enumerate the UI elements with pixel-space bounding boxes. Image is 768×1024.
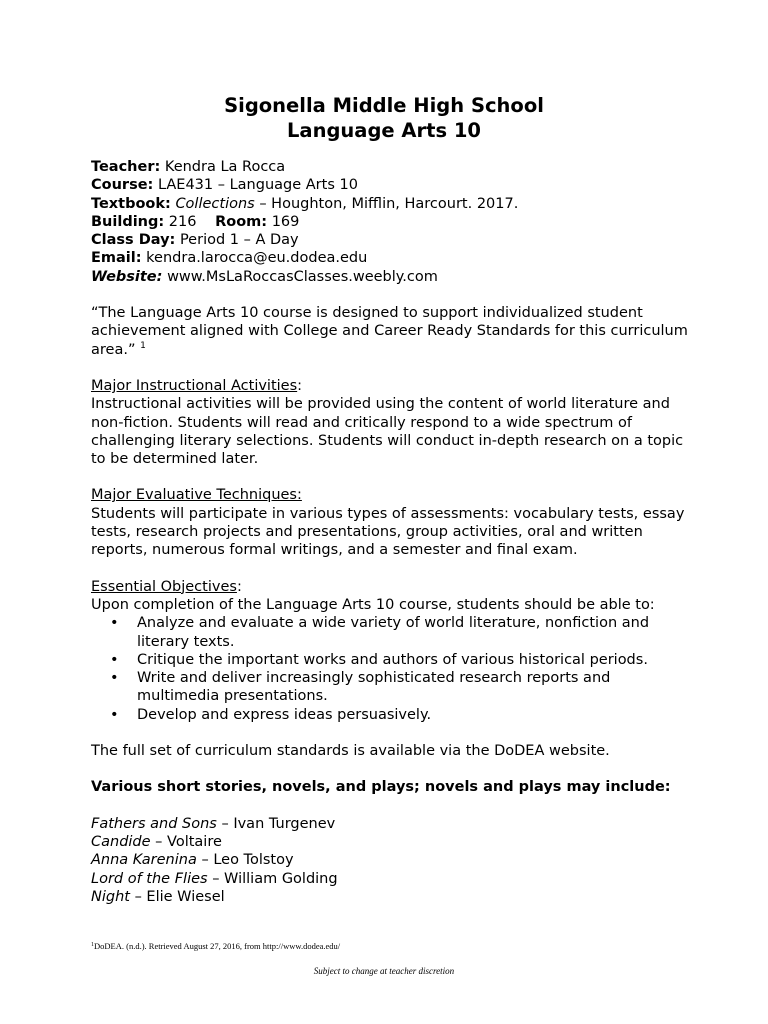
evaluation-text: Students will participate in various types of assessments: vocabulary tests, essay tests, research projects and presentations, group activities, oral and written reports, numerous formal writings, and a semester and final exam. (91, 505, 685, 559)
textbook-title: Collections (175, 195, 255, 212)
footnote-reference: 1 (140, 340, 146, 351)
course-description-quote (91, 304, 691, 359)
standards-note: The full set of curriculum standards is available via the DoDEA website. (91, 743, 610, 760)
email-label: Email: (91, 250, 142, 267)
email-line (91, 249, 691, 267)
teacher-value: Kendra La Rocca (164, 159, 286, 175)
book-title: Fathers and Sons (91, 815, 217, 832)
list-item: • Write and deliver increasingly sophisticated research reports and multimedia presentations. (137, 669, 691, 706)
book-author: – William Golding (207, 870, 338, 887)
instructional-activities-section: Major Instructional Activities: Instructional activities will be provided using the content of world literature and non-fiction. Students will read and critically respond to a wide spectrum of challenging literary selections. Students will conduct in-depth research on a topic to be determined later. (91, 377, 691, 468)
footnote-mark: 1 (91, 942, 94, 948)
book-author: – Ivan Turgenev (216, 815, 336, 832)
page-footer: Subject to change at teacher discretion (313, 966, 455, 976)
course-value: LAE431 – Language Arts 10 (157, 177, 358, 194)
book-author: – Elie Wiesel (129, 888, 225, 905)
teacher-line (91, 158, 691, 176)
book-title: Anna Karenina (91, 852, 197, 869)
footnote (91, 941, 340, 952)
email-value: kendra.larocca@eu.dodea.edu (146, 250, 368, 267)
website-line (91, 268, 691, 286)
reading-list-heading: Various short stories, novels, and plays; novels and plays may include: (91, 779, 671, 796)
building-room-line (91, 213, 691, 231)
room-value: 169 (271, 213, 300, 230)
course-title: Language Arts 10 (286, 119, 481, 142)
book-title: Candide (91, 833, 151, 850)
teacher-label: Teacher: (91, 159, 161, 175)
list-item: • Analyze and evaluate a wide variety of world literature, nonfiction and literary texts. (137, 614, 691, 651)
list-item: • Develop and express ideas persuasively. (137, 706, 691, 724)
room-label: Room: (215, 213, 268, 230)
document-title (0, 93, 768, 143)
list-item (91, 851, 691, 869)
course-line (91, 176, 691, 194)
list-item (91, 888, 691, 906)
reading-list (91, 815, 691, 906)
activities-heading: Major Instructional Activities (91, 377, 298, 394)
class-day-label: Class Day: (91, 232, 176, 249)
footnote-text: DoDEA. (n.d.). Retrieved August 27, 2016, from http://www.dodea.edu/ (94, 941, 341, 951)
list-item: • Critique the important works and authors of various historical periods. (137, 651, 691, 669)
evaluation-heading: Major Evaluative Techniques (91, 487, 297, 504)
website-link[interactable]: www.MsLaRoccasClasses.weebly.com (167, 268, 438, 285)
school-name: Sigonella Middle High School (224, 94, 544, 117)
syllabus-body (91, 158, 691, 906)
website-label: Website: (91, 268, 163, 285)
building-value: 216 (168, 213, 197, 230)
objectives-heading: Essential Objectives (91, 578, 237, 595)
book-title: Night (91, 888, 130, 905)
objectives-intro: Upon completion of the Language Arts 10 course, students should be able to: (91, 596, 655, 613)
list-item (91, 815, 691, 833)
quote-text: “The Language Arts 10 course is designed to support individualized student achievement aligned with College and Career Ready Standards for this curriculum area.” (91, 305, 688, 358)
textbook-label: Textbook: (91, 195, 171, 212)
evaluative-techniques-section: Major Evaluative Techniques: Students will participate in various types of assessments: vocabulary tests, essay tests, research projects and presentations, group activities, oral and written reports, numerous formal writings, and a semester and final exam. (91, 486, 691, 559)
textbook-publisher: – Houghton, Mifflin, Harcourt. 2017. (254, 195, 519, 212)
building-label: Building: (91, 213, 165, 230)
objectives-list (91, 614, 691, 724)
essential-objectives-section: Essential Objectives: Upon completion of the Language Arts 10 course, students should be able to: • Analyze and evaluate a wide variety of world literature, nonfiction and literary texts. • Critique the important works and authors of various historical periods. • Write and deliver increasingly sophisticated research reports and multimedia presentations. • Develop and express ideas persuasively. (91, 578, 691, 724)
class-day-value: Period 1 – A Day (179, 232, 299, 249)
book-title: Lord of the Flies (91, 870, 208, 887)
textbook-line (91, 195, 691, 213)
activities-text: Instructional activities will be provided using the content of world literature and non-fiction. Students will read and critically respond to a wide spectrum of challenging literary selections. Students will conduct in-depth research on a topic to be determined later. (91, 396, 684, 468)
list-item (91, 833, 691, 851)
class-day-line (91, 231, 691, 249)
book-author: – Leo Tolstoy (196, 852, 294, 869)
list-item (91, 870, 691, 888)
course-label: Course: (91, 177, 154, 194)
book-author: – Voltaire (150, 833, 222, 850)
